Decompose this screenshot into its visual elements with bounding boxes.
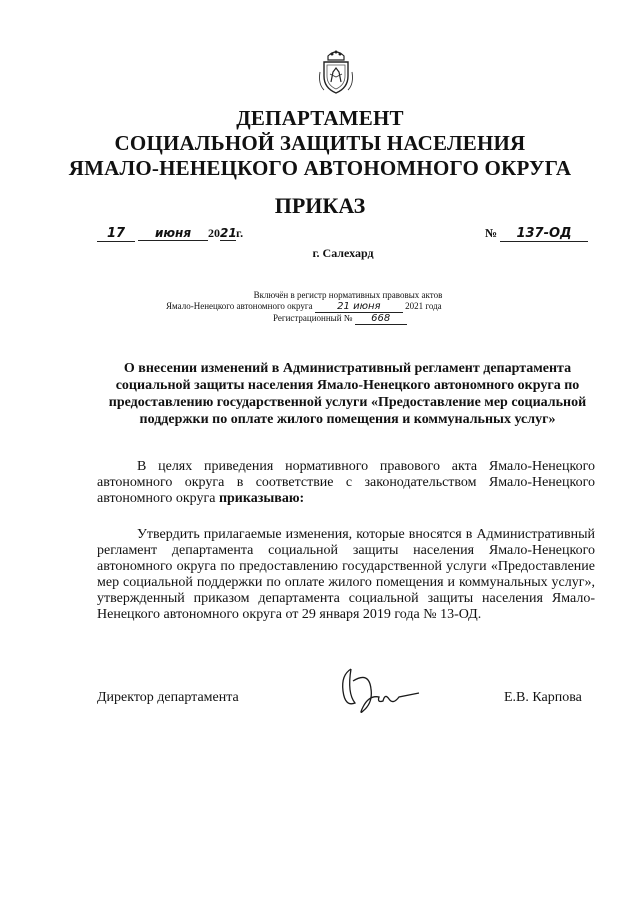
order-title: О внесении изменений в Административный регламент департамента социальной защиты населения Ямало-Ненецкого автономного округа по предоставлению государственной услуги «Предоставление мер социальной поддержки по оплате жилого помещения и коммунальных услуг» [108,361,587,427]
coat-of-arms-emblem [316,46,356,96]
registry-line-2 [166,301,442,313]
document-type-heading: ПРИКАЗ [274,193,366,218]
registry-region: Ямало-Ненецкого автономного округа [166,301,313,311]
preamble-paragraph [97,459,595,507]
date-year-mark: г. [236,226,244,240]
command-word: приказываю: [218,491,305,506]
registry-date-handwritten: 21 июня [315,301,403,313]
date-month: июня [138,226,208,241]
order-number [485,226,588,242]
preamble-text: В целях приведения нормативного правового акта Ямало-Ненецкого автономного округа в соответствие с законодательством Ямало-Ненецкого автономного округа [97,459,595,506]
handwritten-signature [333,663,423,718]
decision-text: Утвердить прилагаемые изменения, которые вносятся в Административный регламент департамента социальной защиты населения Ямало-Ненецкого автономного округа по предоставлению государственной услуги «Предоставление мер социальной поддержки по оплате жилого помещения и коммунальных услуг», утвержденный приказом департамента социальной защиты населения Ямало-Ненецкого автономного округа от 29 января 2019 года № 13-ОД. [97,527,595,622]
number-label: № [485,226,498,240]
signer-name: Е.В. Карпова [504,690,582,705]
registry-line-3 [273,313,407,325]
date-year-prefix: 20 [208,226,220,240]
signer-position: Директор департамента [97,690,239,705]
order-date [97,226,243,242]
decision-paragraph [97,527,595,623]
date-day: 17 [97,227,135,242]
registry-line-1: Включён в регистр нормативных правовых актов [253,290,443,300]
department-title-line-1: ДЕПАРТАМЕНТ [236,106,404,130]
number-value: 137-ОД [500,227,588,242]
department-title-line-2: СОЦИАЛЬНОЙ ЗАЩИТЫ НАСЕЛЕНИЯ [114,131,526,155]
registry-number-label: Регистрационный № [273,313,353,323]
registry-year: 2021 года [405,301,442,311]
department-title-line-3: ЯМАЛО-НЕНЕЦКОГО АВТОНОМНОГО ОКРУГА [68,156,572,180]
date-year-suffix: 21 [220,226,237,240]
city-name: г. Салехард [312,246,374,260]
registry-number-handwritten: 668 [355,313,407,325]
